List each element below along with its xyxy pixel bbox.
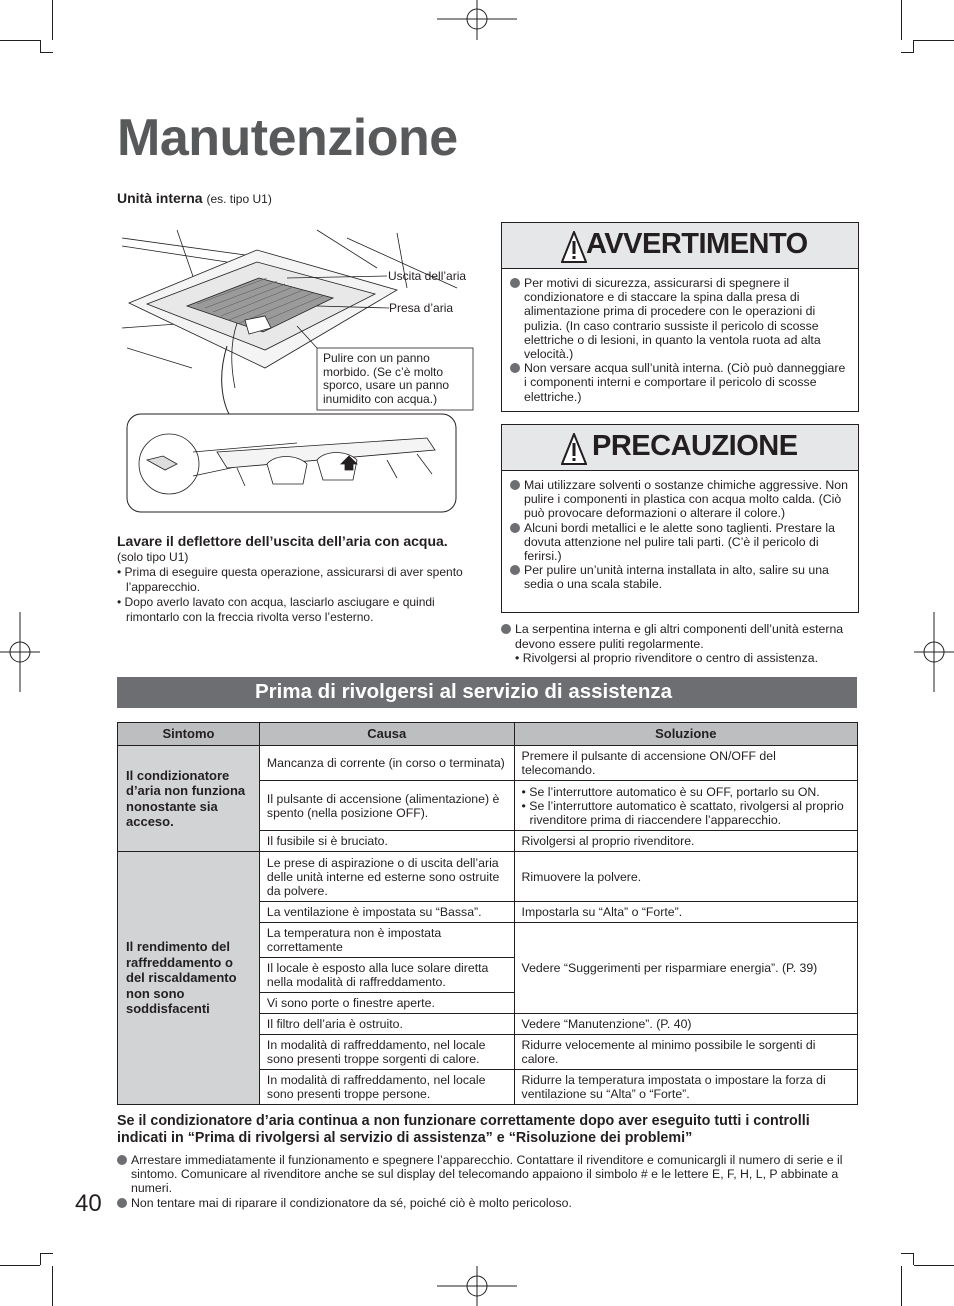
unit-label bbox=[117, 190, 272, 206]
callout-air-outlet: Uscita dell’aria bbox=[388, 269, 467, 283]
list-item: Non versare acqua sull’unità interna. (Ciò può danneggiare i componenti interni e comportare il pericolo di scosse elettriche.) bbox=[510, 361, 850, 404]
list-item: Non tentare mai di riparare il condizionatore da sé, poiché ciò è molto pericoloso. bbox=[117, 1196, 862, 1210]
col-header-solution: Soluzione bbox=[514, 723, 857, 746]
bullet-icon bbox=[510, 278, 520, 288]
bullet-icon bbox=[117, 1198, 127, 1208]
cause-cell: In modalità di raffreddamento, nel locale sono presenti troppe persone. bbox=[259, 1070, 514, 1105]
registration-mark-bottom bbox=[437, 1262, 517, 1306]
coil-sub: • Rivolgersi al proprio rivenditore o centro di assistenza. bbox=[515, 651, 818, 665]
bullet-icon bbox=[501, 624, 511, 634]
registration-mark-top bbox=[437, 0, 517, 50]
wash-list bbox=[117, 565, 477, 625]
cause-cell: Il pulsante di accensione (alimentazione) è spento (nella posizione OFF). bbox=[259, 781, 514, 831]
list-item: • Prima di eseguire questa operazione, assicurarsi di aver spento l’apparecchio. bbox=[117, 565, 463, 594]
table-row bbox=[118, 852, 858, 902]
bullet-icon bbox=[117, 1155, 127, 1165]
col-header-symptom: Sintomo bbox=[118, 723, 260, 746]
list-item: Per motivi di sicurezza, assicurarsi di spegnere il condizionatore e di staccare la spina dalla presa di alimentazione prima di procedere con le operazioni di pulizia. (In caso contrario sussiste il pericolo di scosse elettriche o di lesioni, in quanto la ventola ruota ad alta velocità.) bbox=[510, 276, 850, 361]
warning-title: AVVERTIMENTO bbox=[586, 228, 808, 260]
solution-cell: • Se l’interruttore automatico è su OFF, portarlo su ON. • Se l’interruttore automatico è scattato, rivolgersi al proprio rivenditore prima di riaccendere l’apparecchio. bbox=[514, 781, 857, 831]
callout-clean-cloth: Pulire con un panno morbido. (Se c’è molto sporco, usare un panno inumidito con acqua.) bbox=[323, 351, 450, 406]
bullet-icon bbox=[510, 565, 520, 575]
solution-cell: Ridurre la temperatura impostata o impostare la forza di ventilazione su “Alta” o “Forte”. bbox=[514, 1070, 857, 1105]
caution-box bbox=[501, 424, 859, 613]
col-header-cause: Causa bbox=[259, 723, 514, 746]
cause-cell: Il filtro dell’aria è ostruito. bbox=[259, 1014, 514, 1035]
callout-air-inlet: Presa d’aria bbox=[389, 301, 454, 315]
troubleshooting-table bbox=[117, 722, 858, 1105]
warning-box bbox=[501, 222, 859, 412]
cause-cell: La ventilazione è impostata su “Bassa”. bbox=[259, 902, 514, 923]
list-item: Arrestare immediatamente il funzionamento e spegnere l’apparecchio. Contattare il rivenditore e comunicargli il numero di serie e il sintomo. Comunicare al rivenditore anche se sul display del telecomando appaiono il simbolo # e le lettere E, F, H, L, P abbinate a numeri. bbox=[117, 1153, 862, 1196]
cleaning-illustration bbox=[117, 228, 477, 518]
caution-header bbox=[502, 425, 858, 471]
solution-cell: Vedere “Manutenzione”. (P. 40) bbox=[514, 1014, 857, 1035]
wash-subnote: (solo tipo U1) bbox=[117, 550, 189, 564]
final-heading: Se il condizionatore d’aria continua a non funzionare correttamente dopo aver eseguito tutti i controlli indicati in “Prima di rivolgersi al servizio di assistenza” e “Risoluzione dei problemi” bbox=[117, 1113, 810, 1146]
symptom-cell: Il rendimento del raffreddamento o del riscaldamento non sono soddisfacenti bbox=[118, 852, 260, 1105]
warning-triangle-icon bbox=[561, 231, 587, 263]
solution-cell: Ridurre velocemente al minimo possibile le sorgenti di calore. bbox=[514, 1035, 857, 1070]
coil-text: La serpentina interna e gli altri componenti dell’unità esterna devono essere puliti regolarmente. bbox=[501, 622, 861, 651]
cause-cell: La temperatura non è impostata correttamente bbox=[259, 923, 514, 958]
final-section bbox=[117, 1113, 862, 1210]
registration-mark-right bbox=[910, 612, 954, 692]
service-heading: Prima di rivolgersi al servizio di assistenza bbox=[255, 680, 673, 703]
bullet-icon bbox=[510, 523, 520, 533]
list-item: Per pulire un’unità interna installata in alto, salire su una sedia o una scala stabile. bbox=[510, 563, 850, 591]
table-header-row bbox=[118, 723, 858, 746]
registration-mark-left bbox=[0, 612, 44, 692]
list-item: • Dopo averlo lavato con acqua, lasciarlo asciugare e quindi rimontarlo con la freccia rivolta verso l’esterno. bbox=[117, 595, 435, 624]
solution-cell: Vedere “Suggerimenti per risparmiare energia”. (P. 39) bbox=[514, 923, 857, 1014]
solution-cell: Premere il pulsante di accensione ON/OFF del telecomando. bbox=[514, 746, 857, 781]
warning-header bbox=[502, 223, 858, 269]
caution-title: PRECAUZIONE bbox=[592, 430, 798, 462]
caution-triangle-icon bbox=[561, 433, 587, 465]
page-number: 40 bbox=[75, 1190, 102, 1217]
symptom-cell: Il condizionatore d’aria non funziona nonostante sia acceso. bbox=[118, 746, 260, 852]
service-section-header bbox=[117, 677, 857, 708]
list-item: Mai utilizzare solventi o sostanze chimiche aggressive. Non pulire i componenti in plastica con acqua molto calda. (Ciò può provocare deformazioni o alterare il colore.) bbox=[510, 478, 850, 521]
cause-cell: Il locale è esposto alla luce solare diretta nella modalità di raffreddamento. bbox=[259, 958, 514, 993]
warning-list bbox=[502, 269, 858, 410]
bullet-icon bbox=[510, 363, 520, 373]
list-item: Alcuni bordi metallici e le alette sono taglienti. Prestare la dovuta attenzione nel pulire tali parti. (C’è il pericolo di ferirsi.) bbox=[510, 521, 850, 564]
page-title: Manutenzione bbox=[117, 109, 458, 167]
final-list bbox=[117, 1153, 862, 1210]
caution-list bbox=[502, 471, 858, 598]
cause-cell: Il fusibile si è bruciato. bbox=[259, 831, 514, 852]
solution-cell: Rimuovere la polvere. bbox=[514, 852, 857, 902]
wash-heading: Lavare il deflettore dell’uscita dell’aria con acqua. bbox=[117, 533, 448, 549]
cause-cell: Mancanza di corrente (in corso o terminata) bbox=[259, 746, 514, 781]
solution-cell: Impostarla su “Alta” o “Forte”. bbox=[514, 902, 857, 923]
cause-cell: Le prese di aspirazione o di uscita dell’aria delle unità interne ed esterne sono ostruite da polvere. bbox=[259, 852, 514, 902]
coil-cleaning-note bbox=[501, 622, 861, 666]
cause-cell: Vi sono porte o finestre aperte. bbox=[259, 993, 514, 1014]
bullet-icon bbox=[510, 480, 520, 490]
unit-label-text: Unità interna bbox=[117, 190, 203, 206]
cause-cell: In modalità di raffreddamento, nel locale sono presenti troppe sorgenti di calore. bbox=[259, 1035, 514, 1070]
solution-cell: Rivolgersi al proprio rivenditore. bbox=[514, 831, 857, 852]
table-row bbox=[118, 746, 858, 781]
wash-deflector-section bbox=[117, 533, 477, 625]
unit-note: (es. tipo U1) bbox=[206, 192, 272, 206]
